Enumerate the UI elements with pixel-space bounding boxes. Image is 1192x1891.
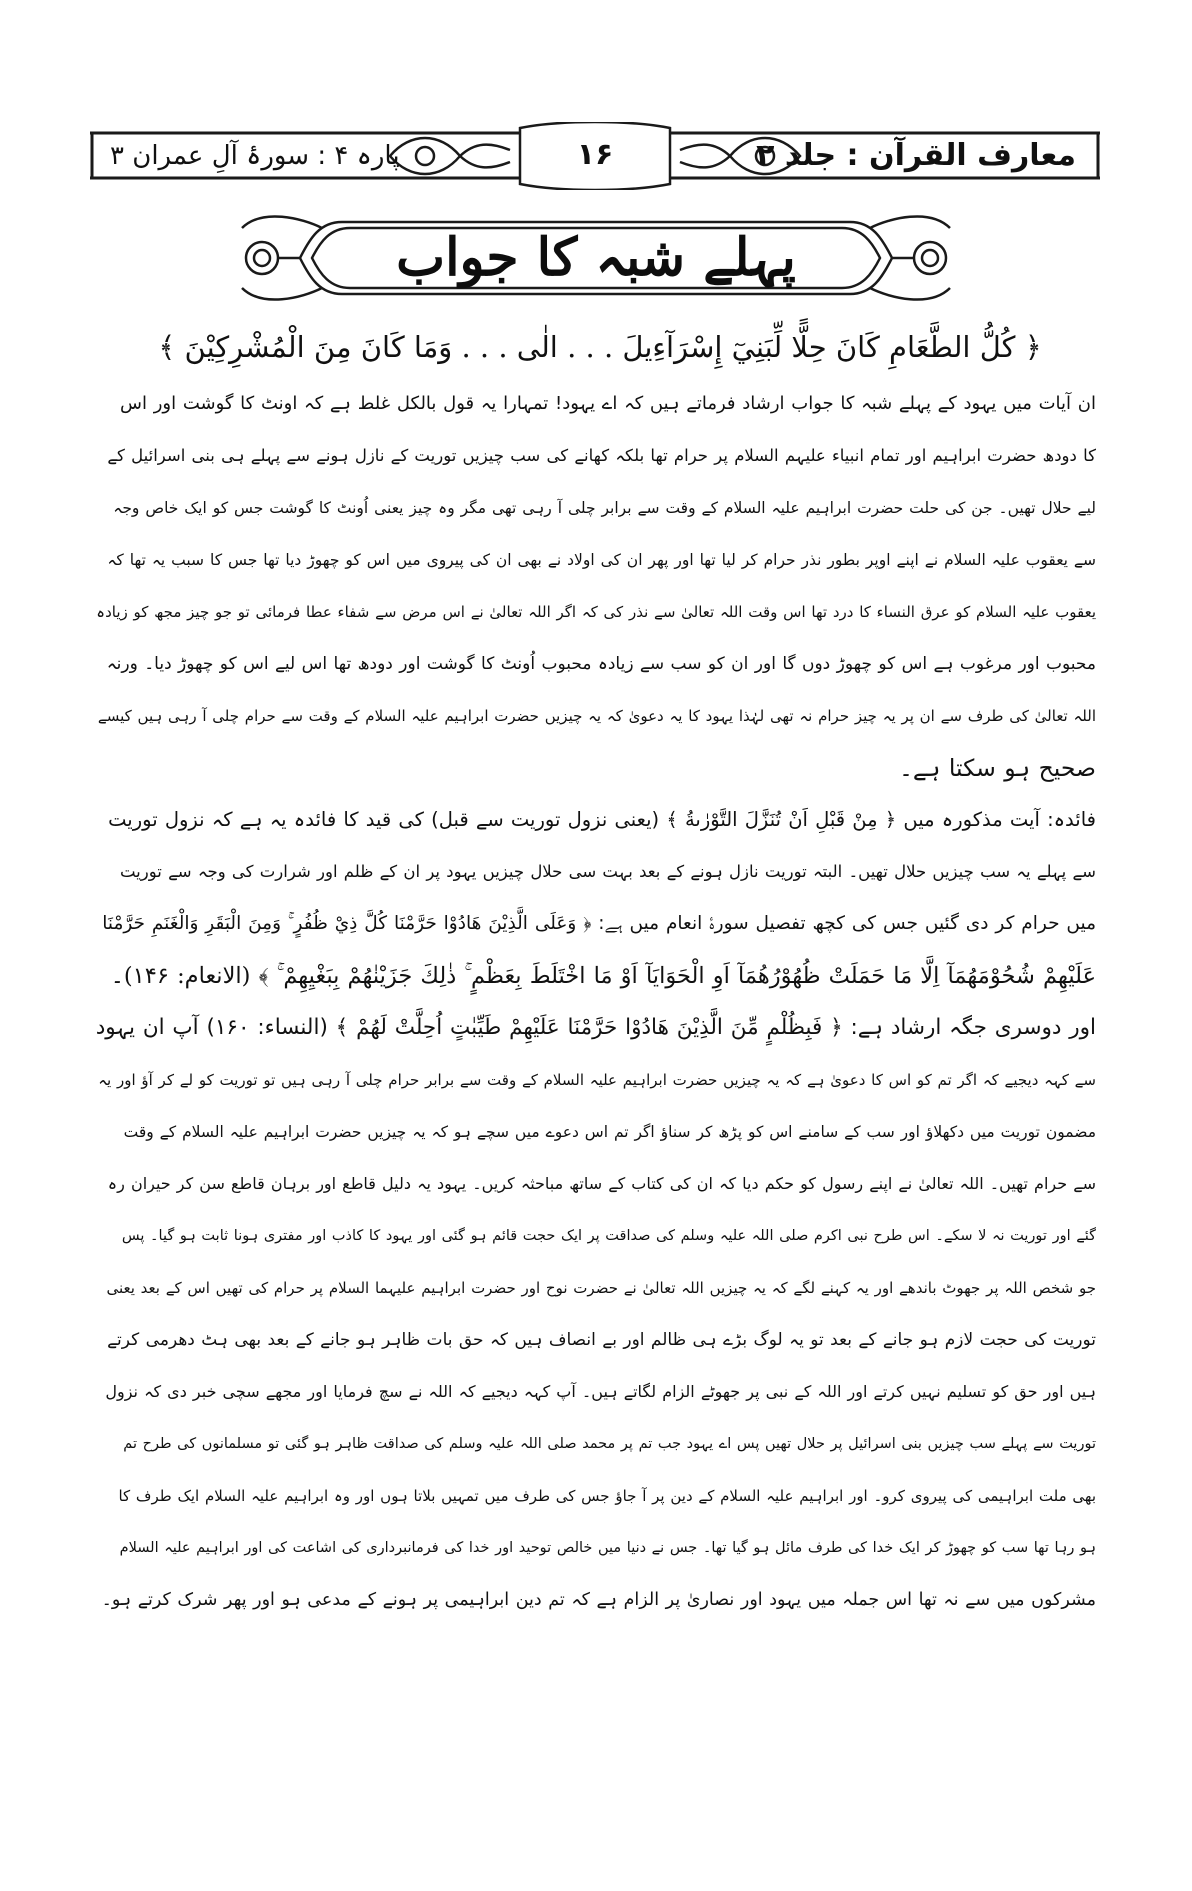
body-line: لیے حلال تھیں۔ جن کی حلت حضرت ابراہیم علیہ السلام کے وقت سے برابر چلی آ رہی تھی مگر وہ چیز یعنی اُونٹ کا گوشت جس کو ایک خاص وجہ [113,499,1096,517]
body-line-fawaid: فائدہ: آیت مذکورہ میں ﴿ مِنْ قَبْلِ اَنْ تُنَزَّلَ التَّوْرٰىةُ ﴾ (یعنی نزول توریت سے قبل) کی قید کا فائدہ یہ ہے کہ نزول توریت [108,808,1096,831]
body-line: اور دوسری جگہ ارشاد ہے: ﴿ فَبِظُلْمٍ مِّنَ الَّذِيْنَ هَادُوْا حَرَّمْنَا عَلَيْهِمْ طَيِّبٰتٍ اُحِلَّتْ لَهُمْ ﴾ (النساء: ۱۶۰) آپ ان یہود [96,1015,1096,1040]
body-line: مضمون توریت میں دکھلاؤ اور سب کے سامنے اس کو پڑھ کر سناؤ اگر تم اس دعوے میں سچے ہو کہ یہ چیزیں حضرت ابراہیم علیہ السلام کے وقت [123,1123,1096,1141]
body-line: محبوب اور مرغوب ہے اس کو چھوڑ دوں گا اور ان کو سب سے زیادہ محبوب اُونٹ کا گوشت اور دودھ تھا اس لیے اس کو چھوڑ دیا۔ ورنہ [106,654,1096,674]
heading-cartouche [232,208,960,310]
body-line: ان آیات میں یہود کے پہلے شبہ کا جواب ارشاد فرماتے ہیں کہ اے یہود! تمہارا یہ قول بالکل غلط ہے کہ اونٹ کا گوشت اور اس [120,393,1096,414]
body-line: سے حرام تھیں۔ اللہ تعالیٰ نے اپنے رسول کو حکم دیا کہ ان کی کتاب کے ساتھ مباحثہ کریں۔ یہود یہ دلیل قاطع اور برہان قاطع سن کر حیران رہ [107,1174,1096,1193]
page-number-frame [520,122,670,188]
body-line: سے کہہ دیجیے کہ اگر تم کو اس کا دعویٰ ہے کہ یہ چیزیں حضرت ابراہیم علیہ السلام کے وقت سے برابر حرام چلی آ رہی ہیں تو توریت کو لے کر آؤ اور یہ [98,1071,1096,1089]
body-line: جو شخص اللہ پر جھوٹ باندھے اور یہ کہنے لگے کہ یہ چیزیں اللہ تعالیٰ نے حضرت نوح اور حضرت ابراہیم علیہما السلام پر حرام کی تھیں اس کے بعد یعنی [106,1279,1096,1297]
body-line: بھی ملت ابراہیمی کی پیروی کرو۔ اور ابراہیم علیہ السلام کے دین پر آ جاؤ جس کی طرف میں تمہیں بلاتا ہوں اور وہ ابراہیم علیہ السلام ایک طرف کا [118,1487,1096,1505]
page-number: ۱۶ [576,137,614,172]
body-line: سے یعقوب علیہ السلام نے اپنے اوپر بطور نذر حرام کر لیا تھا اور پھر ان کی اولاد نے بھی ان کی پیروی میں اس کو چھوڑ دیا تھا جس کا سبب یہ تھا کہ [107,551,1096,569]
body-line: ہیں اور حق کو تسلیم نہیں کرتے اور اللہ کے نبی پر جھوٹے الزام لگاتے ہیں۔ آپ کہہ دیجیے کہ اللہ نے سچ فرمایا اور مجھے سچی خبر دی کہ نزول [105,1382,1096,1401]
body-line: یعقوب علیہ السلام کو عرق النساء کا درد تھا اس وقت اللہ تعالیٰ سے نذر کی کہ اگر اللہ تعالیٰ نے اس مرض سے شفاء عطا فرمائی تو جو چیز مجھ کو زیادہ [96,603,1096,621]
body-line: کا دودھ حضرت ابراہیم اور تمام انبیاء علیہم السلام پر حرام تھا بلکہ کھانے کی سب چیزیں توریت کے نازل ہونے سے پہلے ہی بنی اسرائیل کے [107,446,1096,465]
body-line: سے پہلے یہ سب چیزیں حلال تھیں۔ البتہ توریت نازل ہونے کے بعد بہت سی حلال چیزیں یہود پر ان کے ظلم اور شرارت کی وجہ سے توریت [119,862,1096,881]
section-title: پہلے شبہ کا جواب [396,227,796,288]
body-line: اللہ تعالیٰ کی طرف سے ان پر یہ چیز حرام نہ تھی لہٰذا یہود کا یہ دعویٰ کہ یہ چیزیں حضرت ابراہیم علیہ السلام کے وقت سے حرام چلی آ رہی ہیں کیسے [97,707,1096,725]
section-header: پارہ ۴ : سورۂ آلِ عمران ۳ [110,141,400,171]
body-line: ہو رہا تھا سب کو چھوڑ کر ایک خدا کی طرف مائل ہو گیا تھا۔ جس نے دنیا میں خالص توحید اور خدا کی فرمانبرداری کی اشاعت کی اور ابراہیم علیہ السلام [119,1540,1096,1556]
body-text [96,378,1096,1626]
body-line: مشرکوں میں سے نہ تھا اس جملہ میں یہود اور نصاریٰ پر الزام ہے کہ تم دین ابراہیمی پر ہونے کے مدعی ہو اور پھر شرک کرتے ہو۔ [101,1590,1096,1610]
body-line: میں حرام کر دی گئیں جس کی کچھ تفصیل سورۂ انعام میں ہے: ﴿ وَعَلَى الَّذِيْنَ هَادُوْا حَرَّمْنَا كُلَّ ذِيْ ظُفُرٍ ۚ وَمِنَ الْبَقَرِ وَالْغَنَمِ حَرَّمْنَا [102,913,1096,934]
body-line: گئے اور توریت نہ لا سکے۔ اس طرح نبی اکرم صلی اللہ علیہ وسلم کی صداقت پر ایک حجت قائم ہو گئی اور یہود کا کاذب اور مفتری ہونا ثابت ہو گیا۔ پس [121,1228,1096,1244]
body-line: صحیح ہو سکتا ہے۔ [899,754,1096,782]
body-line: توریت کی حجت لازم ہو جانے کے بعد تو یہ لوگ بڑے ہی ظالم اور بے انصاف ہیں کہ حق بات ظاہر ہو جانے کے بعد بھی ہٹ دھرمی کرتے [107,1330,1096,1350]
book-title-header: معارف القرآن : جلد ۲ [756,138,1076,173]
body-line: توریت سے پہلے سب چیزیں بنی اسرائیل پر حلال تھیں پس اے یہود جب تم پر محمد صلی اللہ علیہ وسلم کی صداقت ظاہر ہو گئی تو مسلمانوں کی طرح تم [123,1436,1096,1452]
body-line-quran: عَلَيْهِمْ شُحُوْمَهُمَآ اِلَّا مَا حَمَلَتْ ظُهُوْرُهُمَآ اَوِ الْحَوَايَآ اَوْ مَا اخْتَلَطَ بِعَظْمٍ ۚ ذٰلِكَ جَزَيْنٰهُمْ بِبَغْيِهِمْ ۚ ﴾ (الانعام: ۱۴۶)۔ [110,963,1096,989]
quran-verse-heading: ﴿ كُلُّ الطَّعَامِ كَانَ حِلًّا لِّبَنِيٓ إِسْرَآءِيلَ . . . الٰی . . . وَمَا كَانَ مِنَ الْمُشْرِكِيْنَ ﴾ [158,330,1042,364]
running-header [90,122,1100,190]
